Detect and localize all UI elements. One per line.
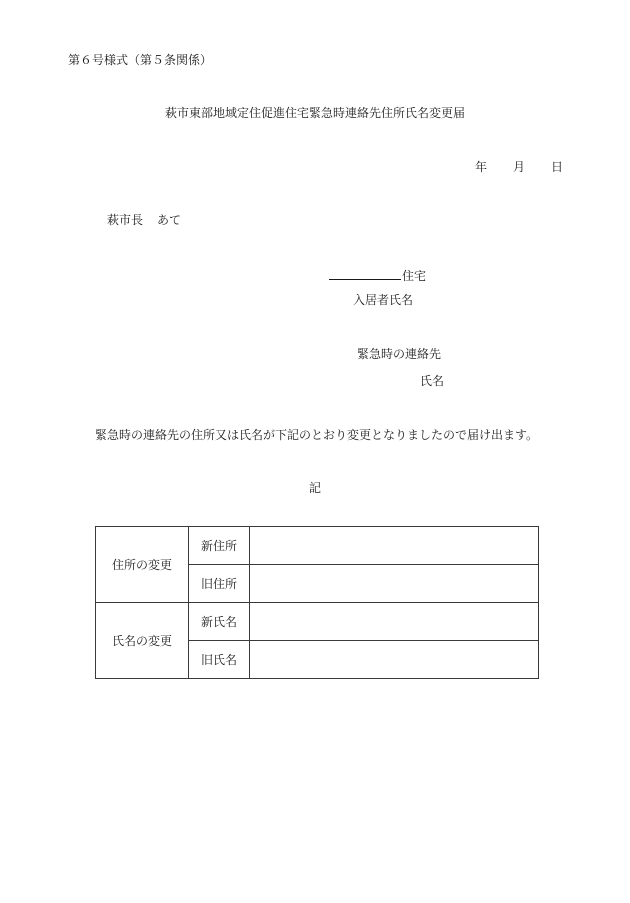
date-year-label: 年 [475, 160, 488, 174]
addressee [107, 214, 181, 226]
date-day-label: 日 [551, 160, 564, 174]
addressee-name: 萩市長 [107, 213, 144, 227]
date-line [475, 161, 563, 173]
new-address-label: 新住所 [189, 527, 250, 565]
name-change-category: 氏名の変更 [96, 603, 189, 679]
change-table [95, 526, 539, 679]
old-address-field[interactable] [250, 565, 539, 603]
ki-heading: 記 [308, 481, 321, 495]
form-number: 第６号様式（第５条関係） [68, 53, 213, 67]
residence-suffix: 住宅 [402, 269, 427, 283]
new-name-label: 新氏名 [189, 603, 250, 641]
residence-line [329, 268, 426, 282]
contact-name-label: 氏名 [420, 374, 445, 388]
old-name-label: 旧氏名 [189, 641, 250, 679]
old-address-label: 旧住所 [189, 565, 250, 603]
resident-name-label: 入居者氏名 [353, 293, 414, 307]
address-change-category: 住所の変更 [96, 527, 189, 603]
residence-blank[interactable] [329, 268, 401, 280]
date-month-label: 月 [513, 160, 526, 174]
old-name-field[interactable] [250, 641, 539, 679]
new-name-field[interactable] [250, 603, 539, 641]
table-row [96, 603, 539, 641]
new-address-field[interactable] [250, 527, 539, 565]
table-row [96, 527, 539, 565]
document-title: 萩市東部地域定住促進住宅緊急時連絡先住所氏名変更届 [164, 106, 465, 120]
emergency-contact-label: 緊急時の連絡先 [357, 347, 442, 361]
statement-text: 緊急時の連絡先の住所又は氏名が下記のとおり変更となりましたので届け出ます。 [95, 428, 539, 442]
addressee-suffix: あて [157, 213, 182, 227]
